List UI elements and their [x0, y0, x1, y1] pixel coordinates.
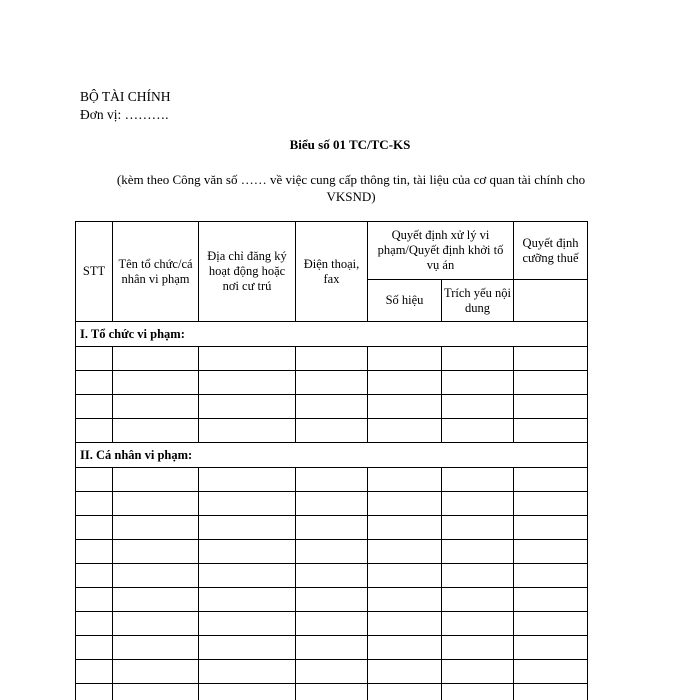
column-header-address: Địa chỉ đăng ký hoạt động hoặc nơi cư trú [199, 222, 296, 322]
table-row [76, 636, 588, 660]
column-header-stt: STT [76, 222, 113, 322]
column-header-summary: Trích yếu nội dung [442, 280, 514, 322]
table-cell [199, 612, 296, 636]
table-cell [296, 468, 368, 492]
table-cell [296, 540, 368, 564]
table-row [76, 419, 588, 443]
section-row-individuals [76, 443, 588, 468]
table-cell [113, 540, 199, 564]
table-cell [368, 419, 442, 443]
table-cell [199, 419, 296, 443]
table-cell [296, 588, 368, 612]
table-cell [199, 395, 296, 419]
column-header-decision-group: Quyết định xử lý vi phạm/Quyết định khởi tố vụ án [368, 222, 514, 280]
table-cell [76, 468, 113, 492]
table-cell [76, 612, 113, 636]
table-cell [368, 660, 442, 684]
table-cell [76, 516, 113, 540]
table-cell [76, 660, 113, 684]
table-row [76, 468, 588, 492]
table-cell [113, 684, 199, 700]
table-cell [514, 684, 588, 700]
table-cell [368, 564, 442, 588]
column-header-phone: Điện thoại, fax [296, 222, 368, 322]
table-cell [113, 660, 199, 684]
table-cell [514, 588, 588, 612]
table-cell [442, 540, 514, 564]
table-cell [368, 468, 442, 492]
table-cell [296, 419, 368, 443]
table-cell [76, 371, 113, 395]
table-cell [113, 564, 199, 588]
section-row-organizations [76, 322, 588, 347]
table-cell [514, 516, 588, 540]
table-cell [442, 371, 514, 395]
table-cell [442, 660, 514, 684]
table-cell [199, 492, 296, 516]
table-cell [296, 347, 368, 371]
table-row [76, 684, 588, 700]
column-header-tax: Quyết định cưỡng thuế [514, 222, 588, 280]
table-cell [442, 419, 514, 443]
column-header-name: Tên tổ chức/cá nhân vi phạm [113, 222, 199, 322]
table-cell [514, 347, 588, 371]
table-cell [368, 684, 442, 700]
table-cell [296, 660, 368, 684]
table-cell [368, 636, 442, 660]
table-cell [113, 395, 199, 419]
table-cell [368, 540, 442, 564]
table-cell [442, 684, 514, 700]
table-cell [368, 516, 442, 540]
table-cell [113, 371, 199, 395]
unit-line: Đơn vị: ………. [80, 107, 169, 122]
table-cell [442, 564, 514, 588]
document-header [80, 88, 171, 124]
table-cell [199, 468, 296, 492]
table-cell [442, 588, 514, 612]
table-cell [296, 492, 368, 516]
table-row [76, 540, 588, 564]
table-cell [442, 636, 514, 660]
table-cell [368, 588, 442, 612]
form-subtitle: (kèm theo Công văn số …… về việc cung cấp thông tin, tài liệu của cơ quan tài chính cho VKSND) [116, 172, 586, 204]
table-cell [113, 492, 199, 516]
table-row [76, 395, 588, 419]
table-cell [296, 395, 368, 419]
table-cell [514, 540, 588, 564]
table-cell [368, 371, 442, 395]
table-cell [296, 564, 368, 588]
table-cell [113, 588, 199, 612]
table-row [76, 371, 588, 395]
table-row [76, 492, 588, 516]
section-label-organizations: I. Tổ chức vi phạm: [76, 322, 588, 347]
table-cell [296, 516, 368, 540]
table-cell [113, 347, 199, 371]
table-cell [113, 636, 199, 660]
table-cell [113, 468, 199, 492]
table-cell [76, 588, 113, 612]
table-cell [514, 660, 588, 684]
table-cell [199, 371, 296, 395]
table-cell [76, 684, 113, 700]
table-cell [296, 612, 368, 636]
table-cell [442, 395, 514, 419]
table-cell [199, 660, 296, 684]
table-cell [368, 492, 442, 516]
table-cell [442, 516, 514, 540]
table-cell [113, 419, 199, 443]
table-cell [113, 612, 199, 636]
table-cell [76, 636, 113, 660]
table-cell [76, 564, 113, 588]
table-cell [442, 347, 514, 371]
table-row [76, 564, 588, 588]
table-cell [199, 588, 296, 612]
table-cell [368, 347, 442, 371]
report-table [75, 221, 588, 700]
table-cell [442, 492, 514, 516]
table-cell [76, 395, 113, 419]
form-title: Biểu số 01 TC/TC-KS [289, 137, 411, 152]
table-cell [199, 636, 296, 660]
table-cell [296, 636, 368, 660]
table-cell [442, 468, 514, 492]
table-cell [368, 395, 442, 419]
table-cell [76, 492, 113, 516]
header-row [76, 222, 588, 280]
table-cell [76, 540, 113, 564]
table-cell [514, 636, 588, 660]
column-header-number: Số hiệu [368, 280, 442, 322]
table-cell [514, 468, 588, 492]
table-row [76, 347, 588, 371]
table-cell [514, 612, 588, 636]
table-row [76, 660, 588, 684]
table-cell [514, 395, 588, 419]
table-row [76, 612, 588, 636]
table-cell [442, 612, 514, 636]
table-cell [514, 371, 588, 395]
table-cell [76, 419, 113, 443]
ministry-name: BỘ TÀI CHÍNH [80, 89, 171, 104]
table-cell [199, 540, 296, 564]
table-cell [113, 516, 199, 540]
table-cell [199, 564, 296, 588]
table-cell [368, 612, 442, 636]
table-cell [199, 516, 296, 540]
section-label-individuals: II. Cá nhân vi phạm: [76, 443, 588, 468]
table-row [76, 588, 588, 612]
table-row [76, 516, 588, 540]
table-cell [199, 684, 296, 700]
table-cell [514, 564, 588, 588]
table-cell [296, 371, 368, 395]
column-header-tax-blank [514, 280, 588, 322]
table-cell [514, 419, 588, 443]
table-cell [514, 492, 588, 516]
table-cell [76, 347, 113, 371]
table-cell [296, 684, 368, 700]
table-cell [199, 347, 296, 371]
